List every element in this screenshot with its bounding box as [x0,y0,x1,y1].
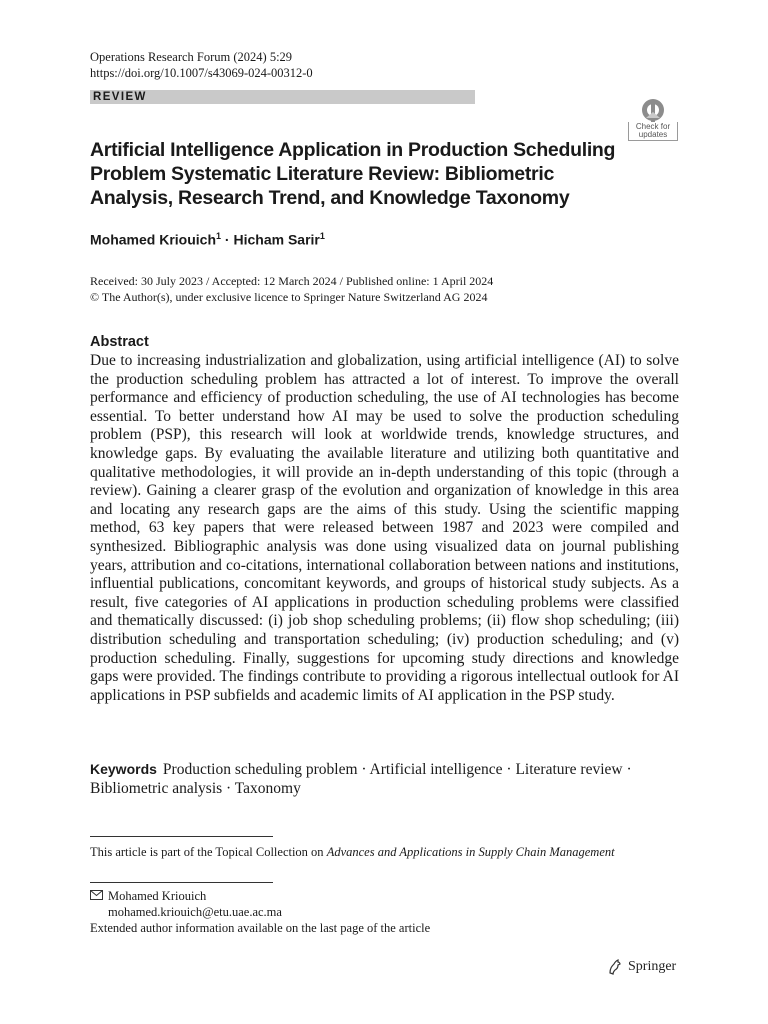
check-for-updates-badge[interactable] [628,98,678,142]
keywords-list: Production scheduling problem · Artificial intelligence · Literature review · Bibliometric analysis · Taxonomy [90,761,632,797]
corresponding-author [90,888,650,936]
corresponding-name: Mohamed Kriouich [108,889,207,903]
abstract-heading: Abstract [90,334,149,350]
footnote-divider [90,836,273,837]
author-name[interactable]: Hicham Sarir [233,231,320,248]
title-line: Artificial Intelligence Application in Production Scheduling [90,139,616,161]
publication-dates [90,273,493,305]
publisher-logo [606,958,676,976]
collection-name: Advances and Applications in Supply Chain Management [326,845,615,859]
license-line: © The Author(s), under exclusive licence to Springer Nature Switzerland AG 2024 [90,290,488,304]
keywords-label: Keywords [90,761,157,777]
author-separator: · [221,231,234,248]
title-line: Analysis, Research Trend, and Knowledge Taxonomy [90,187,570,209]
author-list [90,231,325,248]
section-label: REVIEW [90,90,475,104]
keywords-section [90,760,679,798]
dates-line: Received: 30 July 2023 / Accepted: 12 March 2024 / Published online: 1 April 2024 [90,274,494,288]
envelope-icon [90,888,108,904]
author-affiliation: 1 [216,231,222,241]
author-affiliation: 1 [319,231,325,241]
footnote-divider [90,882,273,883]
author-name[interactable]: Mohamed Kriouich [90,231,217,248]
topical-collection-note [90,844,650,860]
abstract-body: Due to increasing industrialization and globalization, using artificial intelligence (AI) to solve the production scheduling problem has attracted a lot of interest. To improve the overall performance and efficiency of production scheduling, the use of AI technologies has become essential. To better understand how AI may be used to solve the production scheduling problem (PSP), this research will look at worldwide trends, knowledge structures, and knowledge gaps. By evaluating the available literature and utilizing both quantitative and qualitative methodologies, it will provide an in-depth understanding of this topic (through a review). Gaining a clearer grasp of the evolution and organization of knowledge in this area and locating any research gaps are the aims of this study. Using the scientific mapping method, 63 key papers that were released between 1987 and 2023 were compiled and synthesized. Bibliographic analysis was done using visualized data on journal publishing years, attribution and co-citations, international collaboration between nations and institutions, influential publications, concomitant keywords, and groups of historical study subjects. As a result, five categories of AI applications in production scheduling problems were classified and thematically discussed: (i) job shop scheduling problems; (ii) flow shop scheduling; (iii) distribution scheduling and transportation scheduling; (iv) production scheduling; and (v) production scheduling. Finally, suggestions for upcoming study directions and knowledge gaps were provided. The findings contribute to providing a rigorous intellectual outlook for AI applications in PSP subfields and academic limits of AI application in the PSP study. [90,352,679,704]
badge-line-1: Check for [635,122,671,131]
springer-horse-icon [606,958,624,976]
badge-line-2: updates [638,130,668,139]
extended-author-info: Extended author information available on the last page of the article [90,921,431,935]
title-line: Problem Systematic Literature Review: Bibliometric [90,163,554,185]
article-title [90,138,630,210]
doi-link[interactable]: https://doi.org/10.1007/s43069-024-00312-0 [90,66,313,80]
corresponding-email[interactable]: mohamed.kriouich@etu.uae.ac.ma [108,905,282,919]
journal-citation: Operations Research Forum (2024) 5:29 [90,50,293,64]
collection-prefix: This article is part of the Topical Collection on [90,845,327,859]
journal-header [90,49,313,81]
crossmark-icon [640,98,666,122]
publisher-name: Springer [628,959,677,974]
